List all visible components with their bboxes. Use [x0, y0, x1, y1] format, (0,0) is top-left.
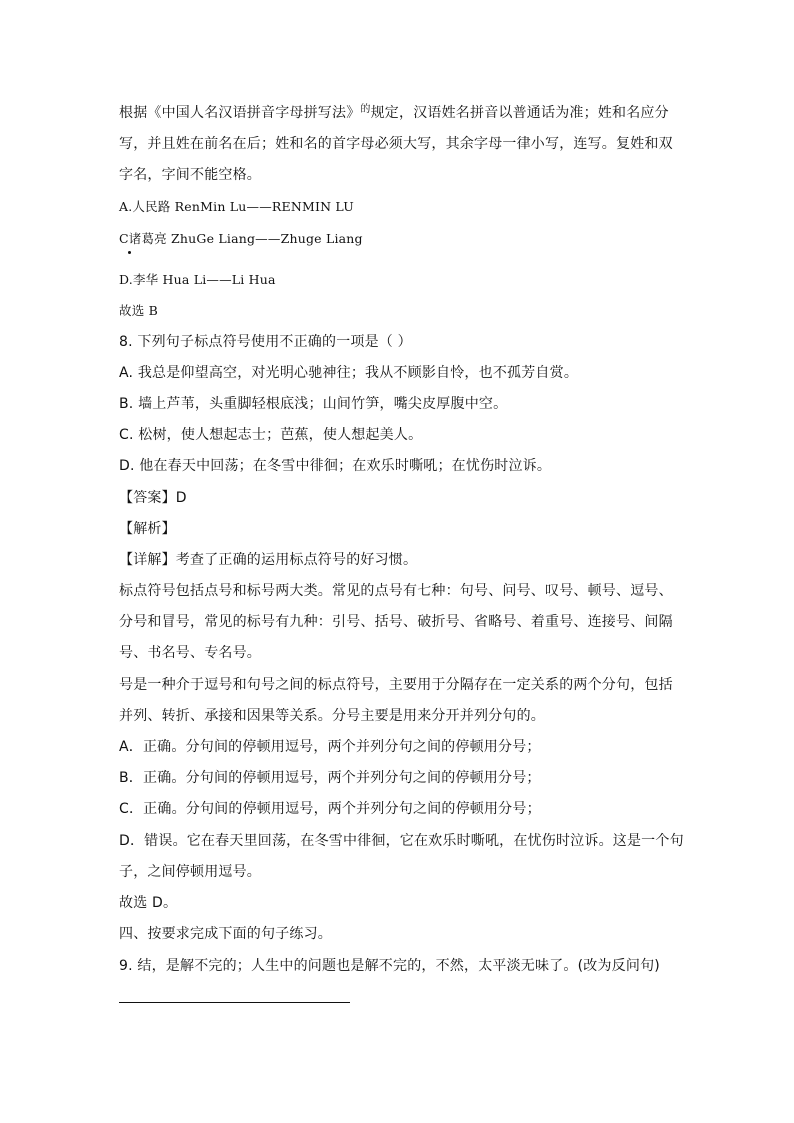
- section-4-heading: 四、按要求完成下面的句子练习。: [119, 926, 332, 942]
- explain-a: A．正确。分句间的停顿用逗号，两个并列分句之间的停顿用分号；: [119, 739, 541, 755]
- question-8-option-d: D. 他在春天中回荡；在冬雪中徘徊；在欢乐时嘶吼；在忧伤时泣诉。: [119, 458, 552, 474]
- explain-d-line-2: 子，之间停顿用逗号。: [119, 864, 261, 880]
- prev-option-d: D.李华 Hua Li——Li Hua: [119, 272, 276, 287]
- question-8-option-a: A. 我总是仰望高空，对光明心驰神往；我从不顾影自怜，也不孤芳自赏。: [119, 365, 579, 381]
- answer-label: 【答案】D: [119, 490, 187, 506]
- paragraph-1-line-3: 号、书名号、专名号。: [119, 645, 261, 661]
- question-8-choice: 故选 D。: [119, 895, 178, 911]
- explain-c: C．正确。分句间的停顿用逗号，两个并列分句之间的停顿用分号；: [119, 801, 541, 817]
- question-9-stem: 9. 结，是解不完的；人生中的问题也是解不完的，不然，太平淡无味了。(改为反问句): [119, 958, 660, 974]
- question-8-stem: 8. 下列句子标点符号使用不正确的一项是（ ）: [119, 334, 412, 350]
- intro-line-1: [119, 104, 669, 124]
- detail-line: 【详解】考查了正确的运用标点符号的好习惯。: [119, 552, 418, 568]
- explain-d-line-1: D．错误。它在春天里回荡，在冬雪中徘徊，它在欢乐时嘶吼，在忧伤时泣诉。这是一个句: [119, 833, 684, 849]
- intro-superscript: 的: [360, 104, 371, 115]
- analysis-header: 【解析】: [119, 521, 176, 537]
- question-8-option-c: C. 松树，使人想起志士；芭蕉，使人想起美人。: [119, 427, 423, 443]
- explain-b: B．正确。分句间的停顿用逗号，两个并列分句之间的停顿用分号；: [119, 770, 541, 786]
- prev-option-c: C诸葛亮 ZhuGe Liang——Zhuge Liang: [119, 231, 363, 246]
- intro-line-2: 写，并且姓在前名在后；姓和名的首字母必须大写，其余字母一律小写，连写。复姓和双: [119, 136, 673, 152]
- answer-blank-line: [119, 1002, 350, 1003]
- intro-line-1-end: 规定，汉语姓名拼音以普通话为准；姓和名应分: [370, 105, 669, 121]
- emphasis-dot: [128, 251, 131, 254]
- prev-option-a: A.人民路 RenMin Lu——RENMIN LU: [119, 199, 354, 214]
- question-8-option-b: B. 墙上芦苇，头重脚轻根底浅；山间竹笋，嘴尖皮厚腹中空。: [119, 396, 508, 412]
- paragraph-1-line-1: 标点符号包括点号和标号两大类。常见的点号有七种：句号、问号、叹号、顿号、逗号、: [119, 583, 673, 599]
- paragraph-2-line-1: 号是一种介于逗号和句号之间的标点符号，主要用于分隔存在一定关系的两个分句，包括: [119, 677, 673, 693]
- paragraph-2-line-2: 并列、转折、承接和因果等关系。分号主要是用来分开并列分句的。: [119, 708, 545, 724]
- prev-choice: 故选 B: [119, 303, 158, 318]
- intro-line-3: 字名，字间不能空格。: [119, 167, 261, 183]
- paragraph-1-line-2: 分号和冒号，常见的标号有九种：引号、括号、破折号、省略号、着重号、连接号、间隔: [119, 614, 673, 630]
- intro-line-1-start: 根据《中国人名汉语拼音字母拼写法》: [119, 105, 361, 121]
